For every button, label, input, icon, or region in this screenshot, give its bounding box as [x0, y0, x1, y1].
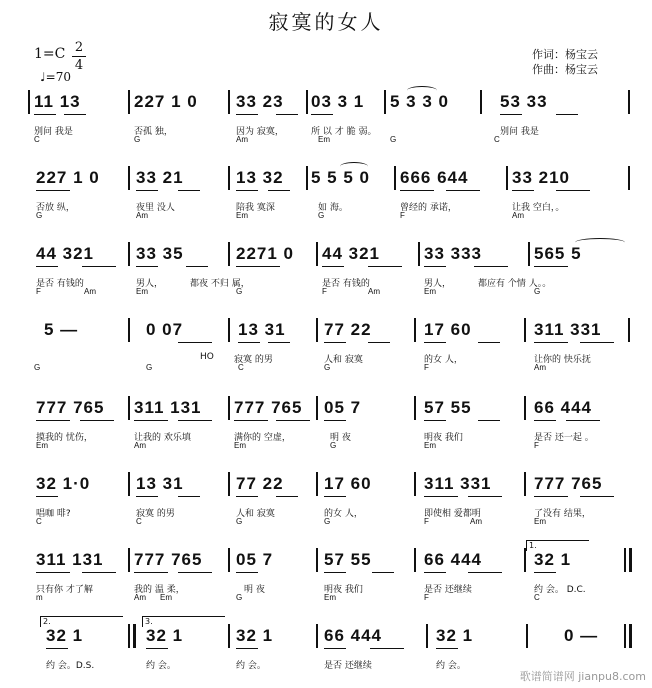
underline — [566, 420, 600, 421]
barline — [528, 242, 530, 266]
measure: 32 1 — [436, 626, 474, 645]
barline — [28, 90, 30, 114]
measure: 311 131 — [134, 398, 202, 417]
underline — [234, 420, 268, 421]
chord: G — [36, 211, 43, 220]
barline — [394, 166, 396, 190]
lyricist-credit: 作词：杨宝云 — [532, 48, 598, 61]
final-barline — [629, 548, 632, 572]
barline — [524, 318, 526, 342]
underline — [36, 572, 70, 573]
barline — [316, 624, 318, 648]
barline — [526, 624, 528, 648]
barline — [228, 90, 230, 114]
underline — [276, 114, 298, 115]
chord: Am — [534, 363, 546, 372]
underline — [178, 572, 212, 573]
underline — [556, 190, 590, 191]
lyric: 我的 温 柔， — [134, 585, 185, 595]
barline — [316, 396, 318, 420]
underline — [236, 572, 258, 573]
lyric: 摸我的 忧伤， — [36, 433, 93, 443]
chord: Am — [134, 593, 146, 602]
chord: C — [238, 363, 244, 372]
barline — [228, 166, 230, 190]
barline — [128, 548, 130, 572]
chord: Am — [470, 517, 482, 526]
measure: 11 13 — [34, 92, 81, 111]
chord: G — [318, 211, 325, 220]
chord: Am — [84, 287, 96, 296]
barline — [524, 396, 526, 420]
tempo-value: =70 — [45, 70, 71, 84]
chord: F — [36, 287, 41, 296]
underline — [178, 496, 200, 497]
lyric: 明 夜 — [330, 433, 351, 443]
underline — [236, 114, 258, 115]
measure: 66 444 — [534, 398, 592, 417]
measure: 2271 0 — [236, 244, 294, 263]
underline — [324, 342, 346, 343]
underline — [134, 420, 168, 421]
lyric: 让我 空白，。 — [512, 203, 565, 213]
song-title: 寂寞的女人 — [268, 10, 384, 34]
lyric: 约 会。 — [146, 661, 176, 671]
lyric: 是否 还继续 — [424, 585, 472, 595]
volta-bracket: 1. — [526, 540, 589, 551]
underline — [400, 190, 434, 191]
measure: 33 23 — [236, 92, 284, 111]
underline — [82, 572, 116, 573]
underline — [322, 266, 344, 267]
chord: F — [424, 363, 429, 372]
underline — [64, 114, 86, 115]
measure: 17 60 — [424, 320, 472, 339]
lyric: 否孤 独， — [134, 127, 173, 137]
lyric: 别问 我是 — [500, 127, 539, 137]
lyric: 寂寞 的男 — [234, 355, 273, 365]
barline — [306, 166, 308, 190]
lyric: 让我的 欢乐填 — [134, 433, 191, 443]
barline — [128, 624, 130, 648]
barline — [228, 472, 230, 496]
composer-credit: 作曲：杨宝云 — [532, 63, 598, 76]
chord: F — [424, 517, 429, 526]
underline — [36, 496, 58, 497]
measure: 666 644 — [400, 168, 469, 187]
measure: 17 60 — [324, 474, 372, 493]
measure: 0 07 — [146, 320, 184, 339]
barline — [624, 624, 626, 648]
underline — [236, 648, 258, 649]
lyric: 唱咖 啡? — [36, 509, 71, 519]
lyric: 满你的 空虚， — [234, 433, 291, 443]
measure: 32 1·0 — [36, 474, 91, 493]
measure: 33 35 — [136, 244, 184, 263]
underline — [34, 114, 56, 115]
underline — [556, 114, 578, 115]
lyric: 了没有 结果， — [534, 509, 591, 519]
underline — [534, 266, 568, 267]
lyric: 夜里 没人 — [136, 203, 175, 213]
chord: C — [34, 135, 40, 144]
underline — [178, 420, 212, 421]
underline — [136, 190, 158, 191]
barline — [628, 318, 630, 342]
lyric: 明 夜 — [244, 585, 265, 595]
barline — [228, 318, 230, 342]
key-signature: 1=C — [34, 46, 66, 62]
underline — [136, 496, 158, 497]
volta-bracket: 2. — [40, 616, 123, 627]
underline — [134, 572, 168, 573]
barline — [316, 318, 318, 342]
underline — [146, 648, 168, 649]
measure: 5 5 5 0 — [311, 168, 370, 187]
chord: Am — [134, 441, 146, 450]
barline — [316, 548, 318, 572]
barline — [128, 472, 130, 496]
lyric: 男人， — [136, 279, 164, 289]
measure: 32 1 — [146, 626, 184, 645]
lyric: 陪我 寞深 — [236, 203, 275, 213]
chord: Em — [234, 441, 246, 450]
chord: G — [134, 135, 141, 144]
barline — [316, 242, 318, 266]
chord: G — [324, 363, 331, 372]
barline — [228, 396, 230, 420]
underline — [324, 572, 346, 573]
underline — [370, 648, 404, 649]
barline — [414, 472, 416, 496]
final-barline — [133, 624, 136, 648]
measure: 13 31 — [238, 320, 286, 339]
barline — [506, 166, 508, 190]
lyric: 寂寞 的男 — [136, 509, 175, 519]
chord: G — [330, 441, 337, 450]
underline — [534, 420, 556, 421]
measure: 5 3 3 0 — [390, 92, 449, 111]
underline — [186, 266, 208, 267]
lyric: 男人， — [424, 279, 452, 289]
measure: 227 1 0 — [134, 92, 198, 111]
underline — [36, 190, 70, 191]
measure: 13 32 — [236, 168, 284, 187]
lyric: 所 以 才 脆 弱。 — [311, 127, 377, 137]
measure: 777 765 — [134, 550, 203, 569]
measure: 66 444 — [424, 550, 482, 569]
underline — [268, 342, 290, 343]
underline — [424, 496, 458, 497]
measure: 777 765 — [36, 398, 105, 417]
barline — [128, 90, 130, 114]
underline — [311, 114, 333, 115]
lyric: 让你的 快乐抚 — [534, 355, 591, 365]
lyric: 约 会。 D.C. — [534, 585, 586, 595]
measure: 53 33 — [500, 92, 548, 111]
tie-slur — [575, 238, 625, 247]
underline — [324, 648, 346, 649]
chord: F — [322, 287, 327, 296]
measure: 32 1 — [46, 626, 84, 645]
underline — [368, 266, 402, 267]
underline — [468, 572, 502, 573]
quarter-note-icon: ♩ — [40, 70, 46, 84]
chord: C — [36, 517, 42, 526]
barline — [228, 242, 230, 266]
underline — [446, 190, 480, 191]
measure: 05 7 — [236, 550, 274, 569]
barline — [128, 166, 130, 190]
measure: 5 — — [44, 320, 79, 339]
measure: 311 331 — [424, 474, 492, 493]
chord: Em — [424, 441, 436, 450]
lyric: 的女 人， — [324, 509, 363, 519]
underline — [36, 420, 70, 421]
lyric: 否放 纵， — [36, 203, 75, 213]
measure: 32 1 — [534, 550, 572, 569]
lyric: 的女 人， — [424, 355, 463, 365]
underline — [372, 572, 394, 573]
chord: Em — [424, 287, 436, 296]
underline — [80, 420, 114, 421]
measure: 565 5 — [534, 244, 582, 263]
measure: 227 1 0 — [36, 168, 100, 187]
barline — [228, 624, 230, 648]
tie-slur — [407, 86, 437, 95]
underline — [238, 342, 260, 343]
barline — [418, 242, 420, 266]
underline — [424, 420, 446, 421]
measure: 44 321 — [36, 244, 94, 263]
lyric: 人和 寂寞 — [324, 355, 363, 365]
lyric: 明夜 我们 — [424, 433, 463, 443]
underline — [276, 420, 310, 421]
underline — [36, 266, 58, 267]
underline — [534, 572, 556, 573]
chord: G — [236, 287, 243, 296]
chord: G — [236, 593, 243, 602]
underline — [424, 342, 446, 343]
lyric: HO — [200, 352, 214, 362]
chord: Em — [324, 593, 336, 602]
barline — [414, 396, 416, 420]
measure: 311 131 — [36, 550, 104, 569]
lyric: 明夜 我们 — [324, 585, 363, 595]
underline — [534, 496, 568, 497]
lyric: 如 海。 — [318, 203, 348, 213]
underline — [424, 572, 446, 573]
chord: Am — [368, 287, 380, 296]
underline — [178, 342, 212, 343]
barline — [384, 90, 386, 114]
underline — [500, 114, 522, 115]
underline — [474, 266, 508, 267]
tempo-marking — [40, 70, 71, 84]
underline — [436, 648, 458, 649]
underline — [82, 266, 116, 267]
chord: Em — [236, 211, 248, 220]
lyric: 约 会。 — [436, 661, 466, 671]
lyric: 是否 有钱的 — [322, 279, 370, 289]
chord: Em — [160, 593, 172, 602]
chord: m — [36, 593, 43, 602]
chord: Em — [534, 517, 546, 526]
chord: Em — [36, 441, 48, 450]
time-signature-line — [72, 56, 86, 57]
chord: C — [534, 593, 540, 602]
lyric: 是否 有钱的 — [36, 279, 84, 289]
measure: 33 21 — [136, 168, 184, 187]
underline — [178, 190, 200, 191]
underline — [580, 342, 614, 343]
measure: 311 331 — [534, 320, 602, 339]
chord: G — [324, 517, 331, 526]
final-barline — [629, 624, 632, 648]
barline — [524, 548, 526, 572]
measure: 33 333 — [424, 244, 482, 263]
time-signature-bottom: 4 — [74, 58, 84, 73]
underline — [236, 266, 280, 267]
lyric: 都应有 个情 人。。 — [478, 279, 552, 289]
underline — [324, 420, 346, 421]
time-signature — [72, 40, 86, 73]
lyric: 是否 还继续 — [324, 661, 372, 671]
lyric: 因为 寂寞， — [236, 127, 284, 137]
measure: 05 7 — [324, 398, 362, 417]
lyric: 人和 寂寞 — [236, 509, 275, 519]
underline — [324, 496, 346, 497]
watermark: 歌谱简谱网 jianpu8.com — [519, 670, 646, 683]
underline — [580, 496, 614, 497]
chord: G — [34, 363, 41, 372]
barline — [128, 242, 130, 266]
underline — [368, 342, 390, 343]
underline — [136, 266, 158, 267]
volta-bracket: 3. — [142, 616, 225, 627]
barline — [306, 90, 308, 114]
underline — [512, 190, 534, 191]
barline — [128, 396, 130, 420]
measure: 77 22 — [236, 474, 284, 493]
measure: 33 210 — [512, 168, 570, 187]
measure: 777 765 — [234, 398, 303, 417]
chord: G — [390, 135, 397, 144]
lyric: 别问 我是 — [34, 127, 73, 137]
measure: 13 31 — [136, 474, 184, 493]
lyric: 曾经的 承诺， — [400, 203, 457, 213]
measure: 0 — — [564, 626, 599, 645]
chord: F — [534, 441, 539, 450]
barline — [414, 318, 416, 342]
lyric: 都夜 不归 属， — [190, 279, 250, 289]
lyric: 是否 还一起 。 — [534, 433, 594, 443]
underline — [46, 648, 68, 649]
chord: Am — [136, 211, 148, 220]
chord: F — [400, 211, 405, 220]
underline — [534, 342, 568, 343]
chord: Em — [136, 287, 148, 296]
chord: C — [136, 517, 142, 526]
barline — [628, 166, 630, 190]
chord: G — [236, 517, 243, 526]
underline — [236, 496, 258, 497]
time-signature-top: 2 — [74, 40, 84, 55]
chord: Am — [236, 135, 248, 144]
measure: 777 765 — [534, 474, 603, 493]
barline — [316, 472, 318, 496]
chord: Em — [318, 135, 330, 144]
barline — [624, 548, 626, 572]
chord: G — [146, 363, 153, 372]
barline — [228, 548, 230, 572]
underline — [468, 496, 502, 497]
measure: 57 55 — [424, 398, 472, 417]
lyric: 只有你 才了解 — [36, 585, 93, 595]
barline — [480, 90, 482, 114]
underline — [424, 266, 446, 267]
underline — [236, 190, 258, 191]
measure: 03 3 1 — [311, 92, 365, 111]
chord: Am — [512, 211, 524, 220]
lyric: 约 会。D.S. — [46, 661, 95, 671]
barline — [426, 624, 428, 648]
measure: 57 55 — [324, 550, 372, 569]
underline — [268, 190, 290, 191]
tie-slur — [340, 162, 368, 171]
chord: F — [424, 593, 429, 602]
barline — [524, 472, 526, 496]
lyric: 即使相 爱都明 — [424, 509, 481, 519]
lyric: 约 会。 — [236, 661, 266, 671]
measure: 77 22 — [324, 320, 372, 339]
underline — [478, 420, 500, 421]
underline — [478, 342, 500, 343]
measure: 44 321 — [322, 244, 380, 263]
chord: C — [494, 135, 500, 144]
underline — [276, 496, 298, 497]
chord: G — [534, 287, 541, 296]
barline — [628, 90, 630, 114]
barline — [128, 318, 130, 342]
measure: 32 1 — [236, 626, 274, 645]
barline — [414, 548, 416, 572]
measure: 66 444 — [324, 626, 382, 645]
